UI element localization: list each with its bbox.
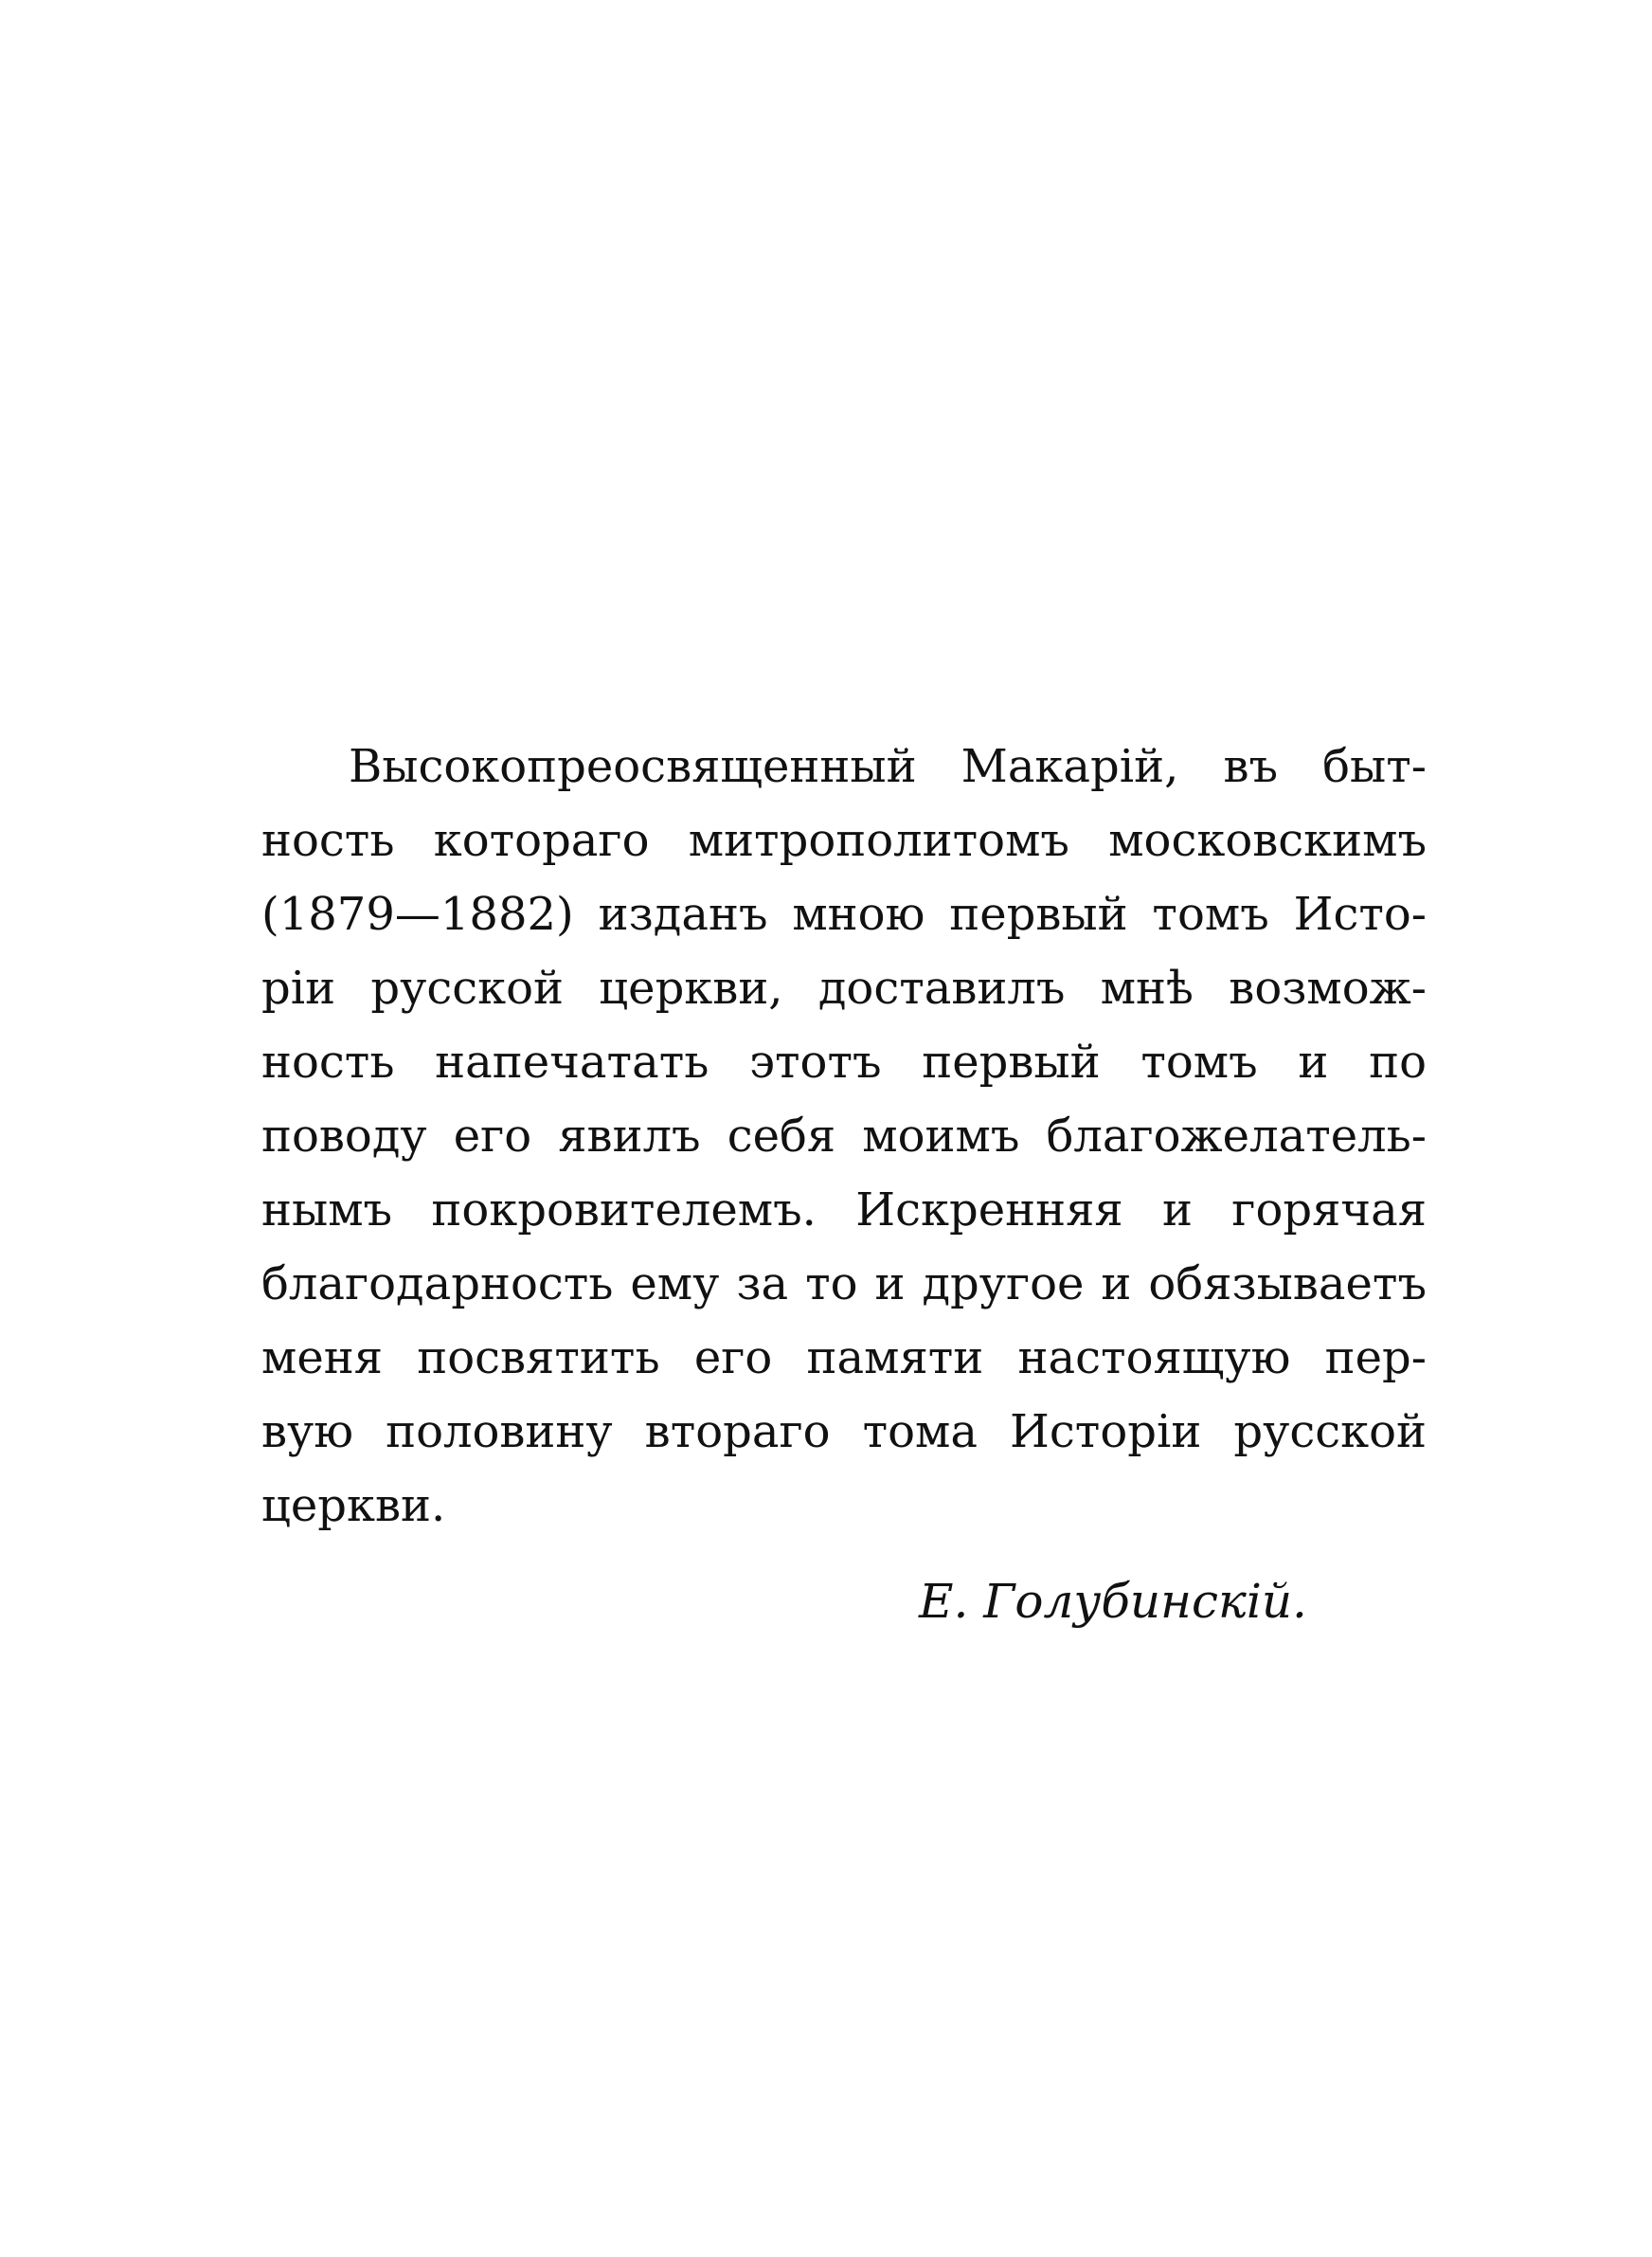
text-line: ность котораго митрополитомъ московскимъ [261,814,1427,867]
text-line: благодарность ему за то и другое и обязываетъ [261,1257,1427,1310]
text-line: вую половину втораго тома Исторіи русской [261,1405,1427,1458]
text-line: (1879—1882) изданъ мною первый томъ Исто- [261,888,1427,941]
author-signature: Е. Голубинскій. [919,1574,1307,1629]
text-line: меня посвятить его памяти настоящую пер- [261,1331,1427,1384]
text-line: нымъ покровителемъ. Искренняя и горячая [261,1183,1427,1237]
text-line: ность напечатать этотъ первый томъ и по [261,1036,1427,1089]
text-line: церкви. [261,1479,446,1532]
dedication-text [261,730,1427,1543]
text-line: ріи русской церкви, доставилъ мнѣ возмож- [261,962,1427,1015]
text-line: поводу его явилъ себя моимъ благожелатель- [261,1110,1427,1163]
text-line: Высокопреосвященный Макарій, въ быт- [349,740,1427,793]
